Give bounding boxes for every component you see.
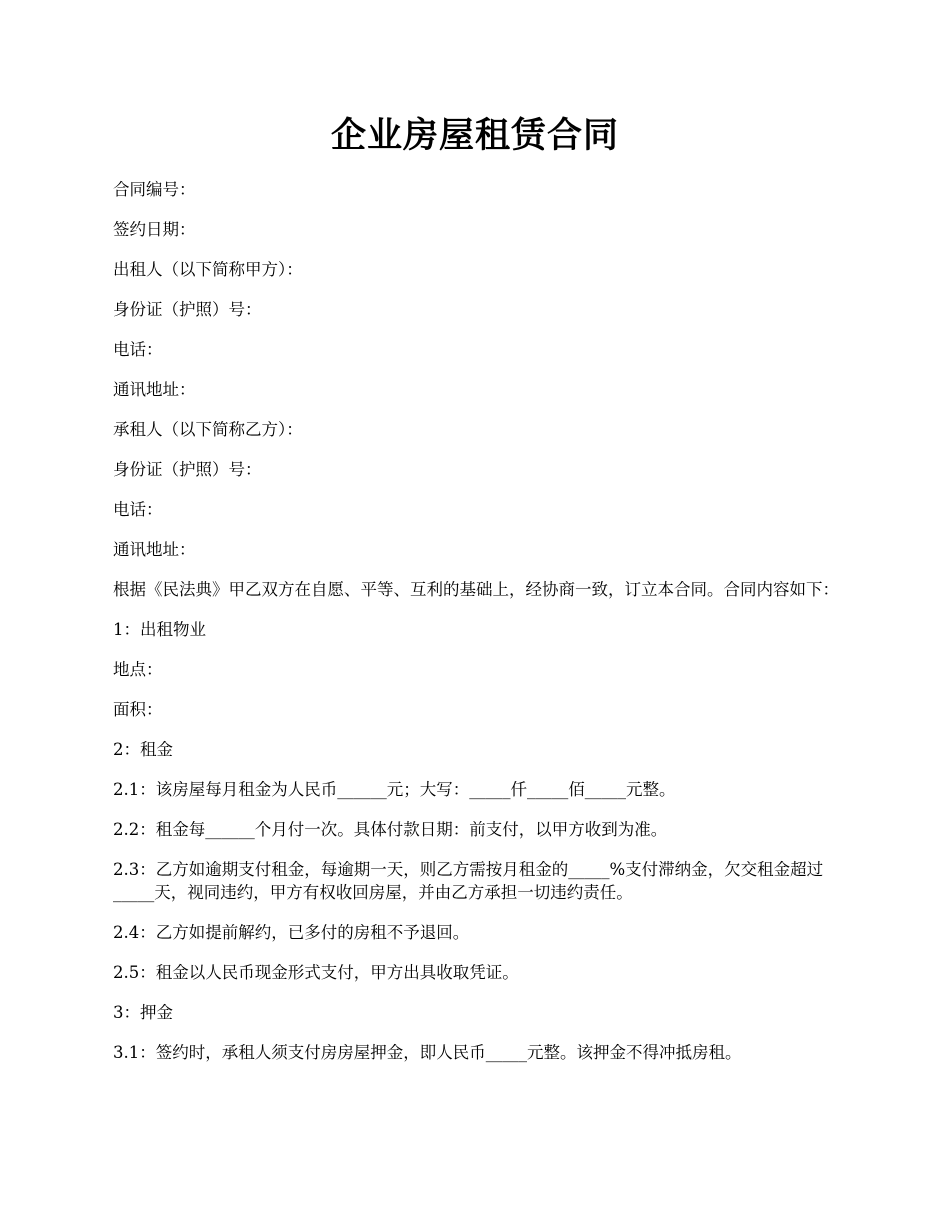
- section-heading-deposit: 3：押金: [113, 1003, 173, 1022]
- signing-date-line: 签约日期：: [113, 220, 196, 239]
- clause-2-2: 2.2：租金每______个月付一次。具体付款日期：前支付，以甲方收到为准。: [113, 820, 668, 839]
- lessor-id-line: 身份证（护照）号：: [113, 300, 262, 319]
- clause-2-3: 2.3：乙方如逾期支付租金，每逾期一天，则乙方需按月租金的_____%支付滞纳金，欠交租金超过_____天，视同违约，甲方有权收回房屋，并由乙方承担一切违约责任。: [113, 860, 824, 902]
- section-heading-rent: 2：租金: [113, 740, 173, 759]
- property-location-line: 地点：: [113, 660, 163, 679]
- document-title: 企业房屋租赁合同: [330, 115, 619, 156]
- lessee-address-line: 通讯地址：: [113, 540, 196, 559]
- lessor-phone-line: 电话：: [113, 340, 163, 359]
- clause-2-5: 2.5：租金以人民币现金形式支付，甲方出具收取凭证。: [113, 963, 519, 982]
- section-heading-property: 1：出租物业: [113, 620, 206, 639]
- clause-3-1: 3.1：签约时，承租人须支付房房屋押金，即人民币_____元整。该押金不得冲抵房租。: [113, 1043, 742, 1062]
- lessee-phone-line: 电话：: [113, 500, 163, 519]
- lessee-id-line: 身份证（护照）号：: [113, 460, 262, 479]
- lessee-line: 承租人（以下简称乙方）：: [113, 420, 303, 439]
- contract-number-line: 合同编号：: [113, 180, 196, 199]
- lessor-address-line: 通讯地址：: [113, 380, 196, 399]
- clause-2-4: 2.4：乙方如提前解约，已多付的房租不予退回。: [113, 923, 470, 942]
- document-body: [113, 178, 843, 1081]
- property-area-line: 面积：: [113, 700, 163, 719]
- preamble-paragraph: 根据《民法典》甲乙双方在自愿、平等、互利的基础上，经协商一致，订立本合同。合同内容如下：: [113, 580, 839, 599]
- lessor-line: 出租人（以下简称甲方）：: [113, 260, 303, 279]
- clause-2-1: 2.1：该房屋每月租金为人民币______元；大写：_____仟_____佰_____元整。: [113, 780, 676, 799]
